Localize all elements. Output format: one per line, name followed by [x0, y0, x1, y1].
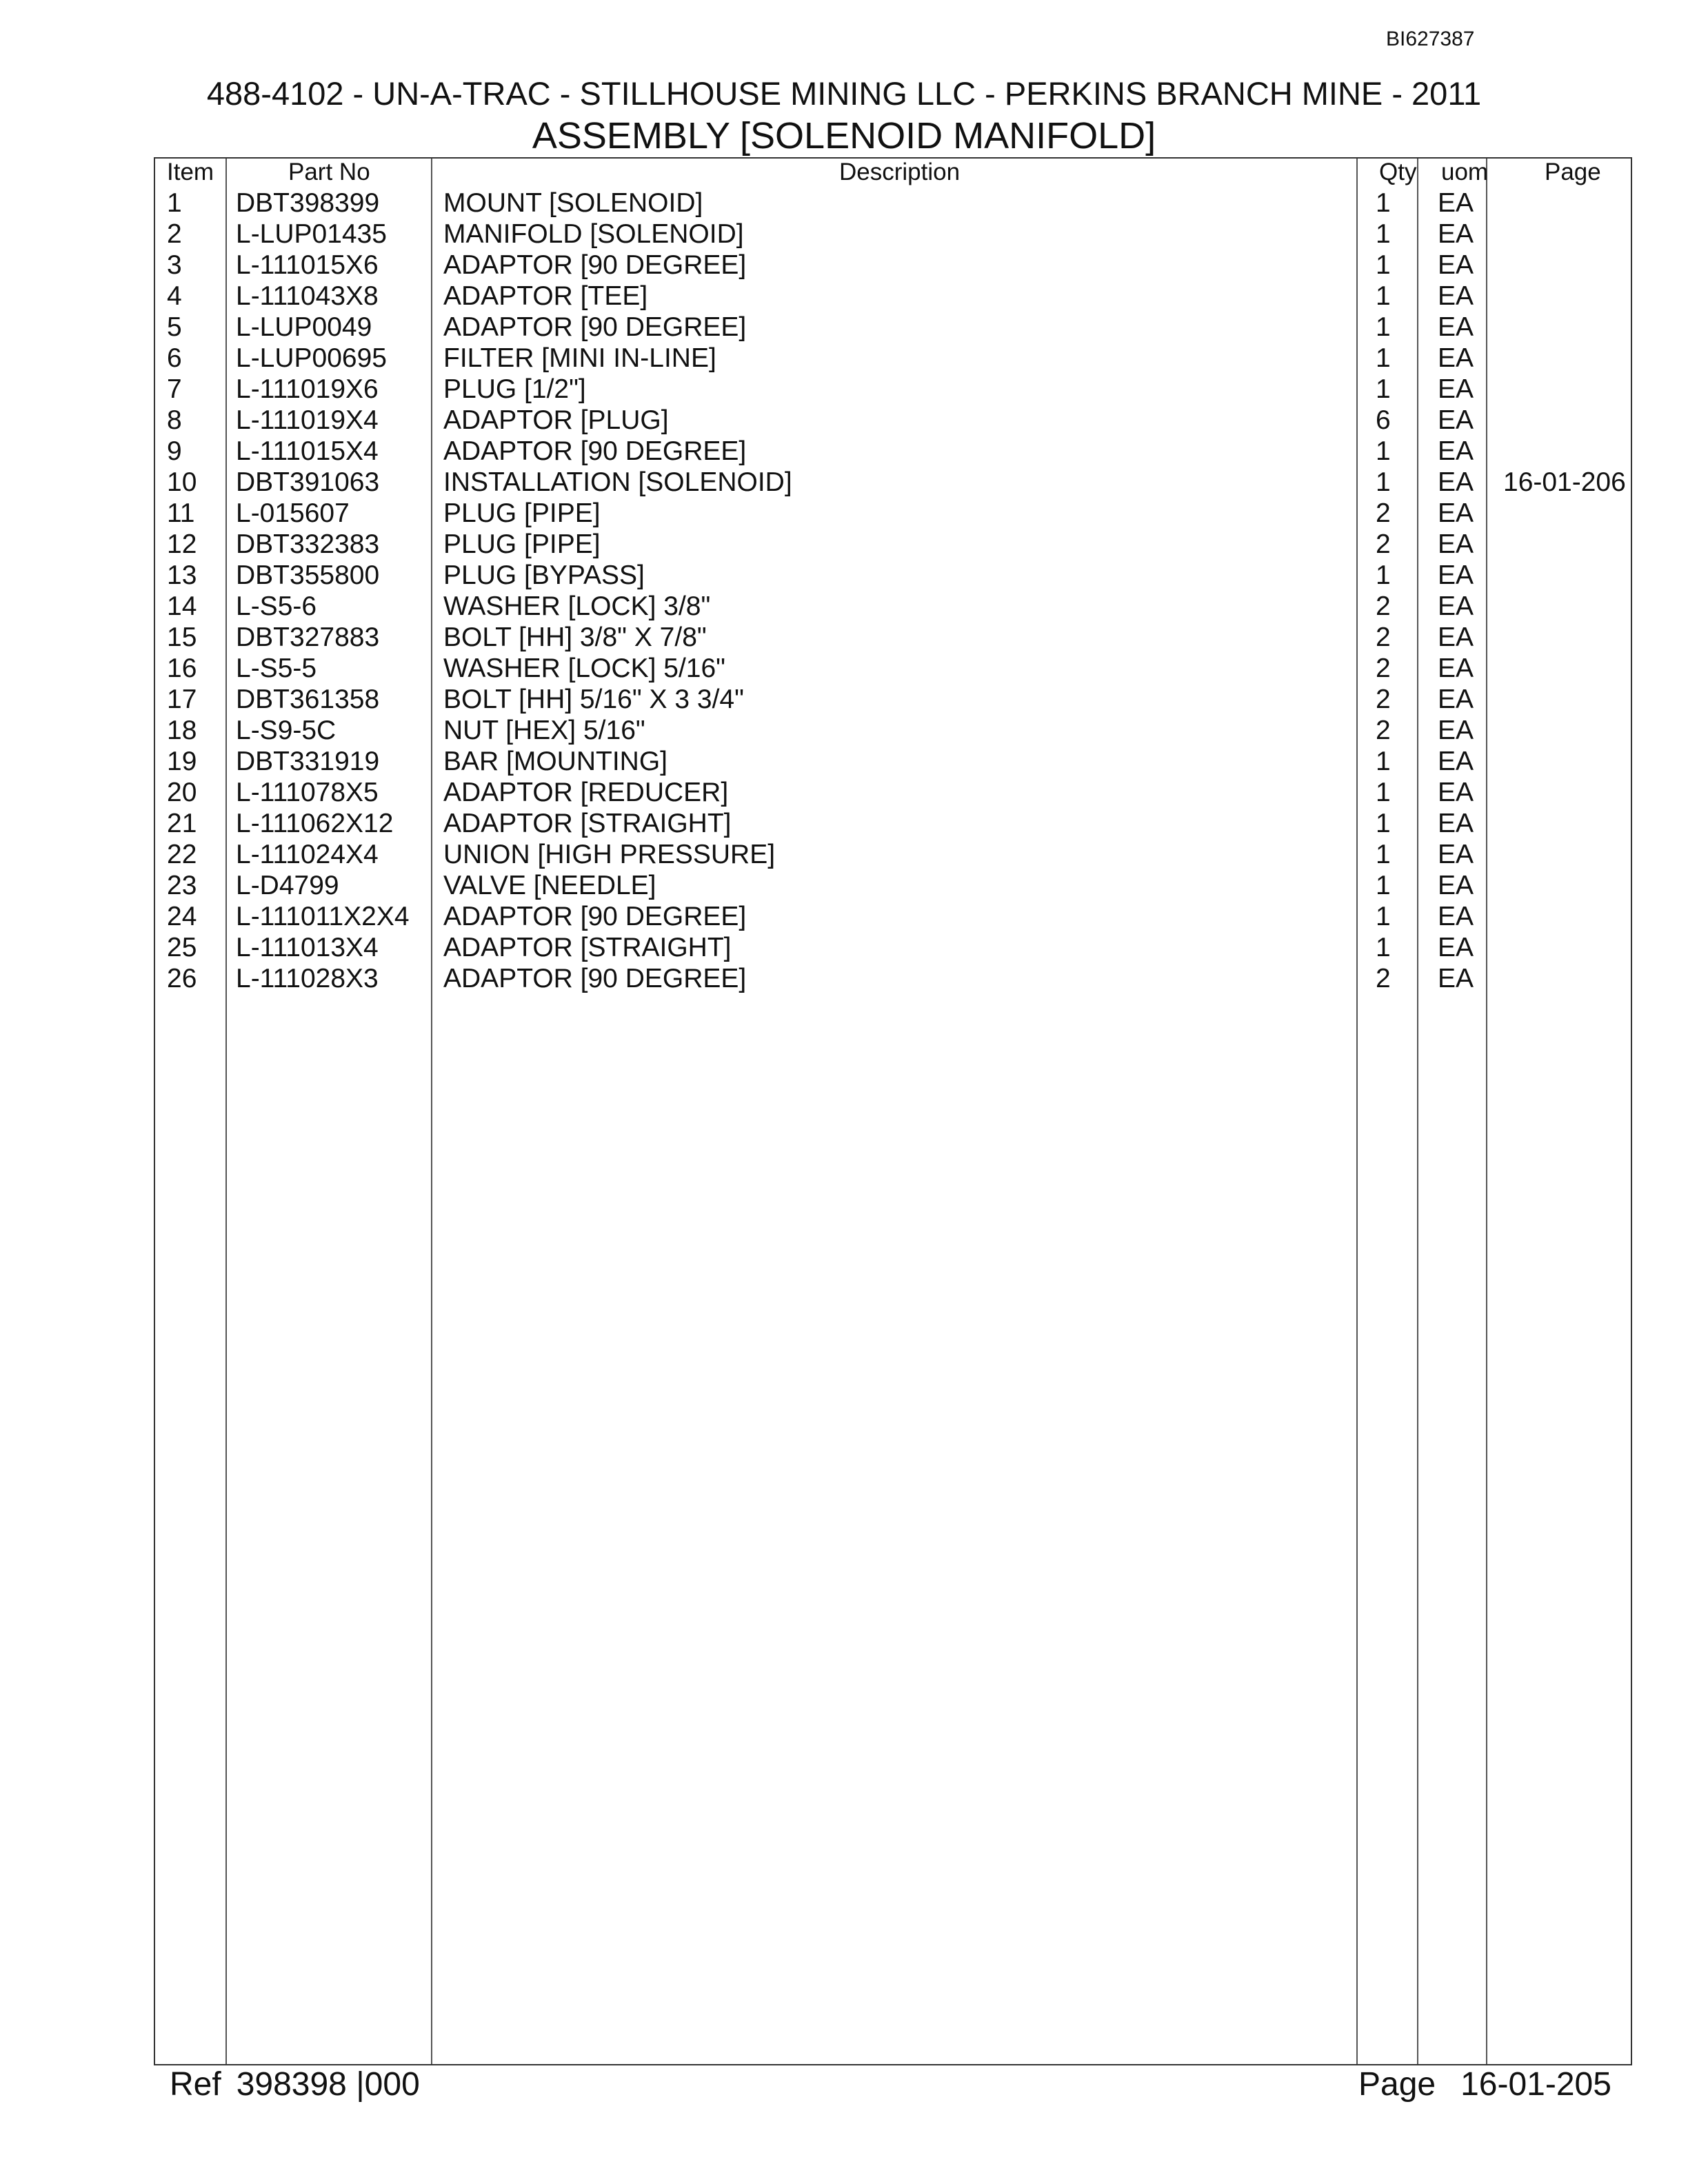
unit-of-measure: EA	[1438, 281, 1474, 311]
table-row	[0, 312, 1688, 343]
table-row	[0, 746, 1688, 777]
ref-label: Ref	[170, 2066, 221, 2103]
part-description: ADAPTOR [STRAIGHT]	[443, 809, 732, 838]
quantity: 1	[1376, 933, 1391, 962]
part-description: ADAPTOR [PLUG]	[443, 405, 669, 435]
part-number: L-111019X4	[236, 405, 379, 435]
table-row	[0, 591, 1688, 622]
quantity: 1	[1376, 778, 1391, 807]
unit-of-measure: EA	[1438, 374, 1474, 404]
part-description: MOUNT [SOLENOID]	[443, 188, 703, 218]
item-number: 12	[167, 529, 197, 559]
item-number: 3	[167, 250, 182, 280]
part-number: L-111062X12	[236, 809, 394, 838]
table-row	[0, 374, 1688, 405]
item-number: 25	[167, 933, 197, 962]
part-description: PLUG [1/2"]	[443, 374, 586, 404]
part-number: L-111011X2X4	[236, 902, 410, 931]
item-number: 9	[167, 436, 182, 466]
part-number: DBT398399	[236, 188, 380, 218]
quantity: 1	[1376, 902, 1391, 931]
header-uom: uom	[1441, 159, 1489, 185]
table-row	[0, 653, 1688, 684]
item-number: 22	[167, 840, 197, 869]
table-row	[0, 777, 1688, 808]
part-description: ADAPTOR [TEE]	[443, 281, 648, 311]
quantity: 1	[1376, 809, 1391, 838]
table-row	[0, 467, 1688, 498]
item-number: 23	[167, 871, 197, 900]
part-number: L-LUP01435	[236, 219, 387, 249]
table-row	[0, 839, 1688, 870]
item-number: 18	[167, 716, 197, 745]
quantity: 2	[1376, 716, 1391, 745]
quantity: 1	[1376, 467, 1391, 497]
table-row	[0, 188, 1688, 219]
part-description: ADAPTOR [90 DEGREE]	[443, 250, 747, 280]
part-description: BOLT [HH] 3/8" X 7/8"	[443, 623, 707, 652]
unit-of-measure: EA	[1438, 188, 1474, 218]
unit-of-measure: EA	[1438, 840, 1474, 869]
unit-of-measure: EA	[1438, 498, 1474, 528]
table-row	[0, 932, 1688, 963]
part-number: L-111043X8	[236, 281, 379, 311]
item-number: 10	[167, 467, 197, 497]
quantity: 1	[1376, 250, 1391, 280]
table-row	[0, 405, 1688, 436]
page-reference: 16-01-206	[1503, 467, 1626, 497]
part-number: L-111028X3	[236, 964, 379, 993]
document-title: 488-4102 - UN-A-TRAC - STILLHOUSE MINING LLC - PERKINS BRANCH MINE - 2011	[206, 75, 1482, 112]
part-description: ADAPTOR [STRAIGHT]	[443, 933, 732, 962]
quantity: 1	[1376, 281, 1391, 311]
item-number: 1	[167, 188, 182, 218]
table-row	[0, 250, 1688, 281]
quantity: 2	[1376, 685, 1391, 714]
table-row	[0, 808, 1688, 839]
table-row	[0, 870, 1688, 901]
table-row	[0, 343, 1688, 374]
unit-of-measure: EA	[1438, 685, 1474, 714]
part-description: PLUG [BYPASS]	[443, 560, 645, 590]
quantity: 2	[1376, 529, 1391, 559]
part-description: ADAPTOR [90 DEGREE]	[443, 964, 747, 993]
item-number: 24	[167, 902, 197, 931]
item-number: 8	[167, 405, 182, 435]
quantity: 1	[1376, 188, 1391, 218]
part-description: ADAPTOR [REDUCER]	[443, 778, 729, 807]
table-row	[0, 219, 1688, 250]
part-number: L-LUP00695	[236, 343, 387, 373]
part-number: L-LUP0049	[236, 312, 372, 342]
item-number: 19	[167, 747, 197, 776]
part-number: L-S9-5C	[236, 716, 336, 745]
unit-of-measure: EA	[1438, 436, 1474, 466]
unit-of-measure: EA	[1438, 529, 1474, 559]
unit-of-measure: EA	[1438, 592, 1474, 621]
part-number: DBT391063	[236, 467, 380, 497]
item-number: 2	[167, 219, 182, 249]
unit-of-measure: EA	[1438, 343, 1474, 373]
table-row	[0, 901, 1688, 932]
part-description: PLUG [PIPE]	[443, 498, 601, 528]
unit-of-measure: EA	[1438, 902, 1474, 931]
unit-of-measure: EA	[1438, 778, 1474, 807]
quantity: 1	[1376, 747, 1391, 776]
unit-of-measure: EA	[1438, 654, 1474, 683]
part-number: L-111024X4	[236, 840, 379, 869]
item-number: 5	[167, 312, 182, 342]
item-number: 21	[167, 809, 197, 838]
table-row	[0, 529, 1688, 560]
unit-of-measure: EA	[1438, 250, 1474, 280]
table-row	[0, 684, 1688, 715]
part-description: ADAPTOR [90 DEGREE]	[443, 436, 747, 466]
part-number: L-D4799	[236, 871, 339, 900]
part-number: L-111078X5	[236, 778, 379, 807]
unit-of-measure: EA	[1438, 933, 1474, 962]
part-description: NUT [HEX] 5/16"	[443, 716, 645, 745]
part-number: L-S5-6	[236, 592, 317, 621]
quantity: 1	[1376, 219, 1391, 249]
table-row	[0, 498, 1688, 529]
table-row	[0, 560, 1688, 591]
document-id: BI627387	[1386, 28, 1475, 50]
table-row	[0, 436, 1688, 467]
quantity: 1	[1376, 871, 1391, 900]
item-number: 14	[167, 592, 197, 621]
item-number: 11	[167, 498, 195, 528]
part-number: DBT327883	[236, 623, 380, 652]
unit-of-measure: EA	[1438, 964, 1474, 993]
footer-page	[1358, 2065, 1611, 2103]
quantity: 1	[1376, 840, 1391, 869]
part-description: WASHER [LOCK] 5/16"	[443, 654, 726, 683]
header-item: Item	[167, 159, 214, 185]
table-row	[0, 715, 1688, 746]
unit-of-measure: EA	[1438, 467, 1474, 497]
table-row	[0, 963, 1688, 994]
unit-of-measure: EA	[1438, 747, 1474, 776]
part-number: L-111015X6	[236, 250, 379, 280]
part-description: WASHER [LOCK] 3/8"	[443, 592, 711, 621]
part-description: UNION [HIGH PRESSURE]	[443, 840, 776, 869]
part-number: L-111019X6	[236, 374, 379, 404]
part-description: ADAPTOR [90 DEGREE]	[443, 902, 747, 931]
quantity: 2	[1376, 654, 1391, 683]
item-number: 17	[167, 685, 197, 714]
header-description: Description	[839, 159, 961, 185]
quantity: 1	[1376, 343, 1391, 373]
item-number: 16	[167, 654, 197, 683]
quantity: 1	[1376, 436, 1391, 466]
part-description: BAR [MOUNTING]	[443, 747, 668, 776]
unit-of-measure: EA	[1438, 405, 1474, 435]
part-number: L-111013X4	[236, 933, 379, 962]
part-number: DBT361358	[236, 685, 380, 714]
part-description: FILTER [MINI IN-LINE]	[443, 343, 716, 373]
quantity: 2	[1376, 964, 1391, 993]
part-description: VALVE [NEEDLE]	[443, 871, 656, 900]
part-description: MANIFOLD [SOLENOID]	[443, 219, 744, 249]
part-number: DBT355800	[236, 560, 380, 590]
part-number: DBT332383	[236, 529, 380, 559]
part-number: L-111015X4	[236, 436, 379, 466]
header-page: Page	[1545, 159, 1601, 185]
quantity: 1	[1376, 312, 1391, 342]
part-number: DBT331919	[236, 747, 380, 776]
part-number: L-015607	[236, 498, 350, 528]
quantity: 1	[1376, 374, 1391, 404]
header-part-no: Part No	[288, 159, 370, 185]
quantity: 2	[1376, 498, 1391, 528]
unit-of-measure: EA	[1438, 716, 1474, 745]
unit-of-measure: EA	[1438, 871, 1474, 900]
unit-of-measure: EA	[1438, 560, 1474, 590]
page-label: Page	[1358, 2066, 1436, 2103]
item-number: 13	[167, 560, 197, 590]
quantity: 1	[1376, 560, 1391, 590]
unit-of-measure: EA	[1438, 312, 1474, 342]
ref-value: 398398 |000	[236, 2066, 420, 2103]
item-number: 20	[167, 778, 197, 807]
header-qty: Qty	[1379, 159, 1417, 185]
part-number: L-S5-5	[236, 654, 317, 683]
page-value: 16-01-205	[1460, 2066, 1611, 2103]
table-row	[0, 622, 1688, 653]
item-number: 6	[167, 343, 182, 373]
part-description: ADAPTOR [90 DEGREE]	[443, 312, 747, 342]
assembly-title: ASSEMBLY [SOLENOID MANIFOLD]	[532, 115, 1156, 156]
item-number: 26	[167, 964, 197, 993]
item-number: 15	[167, 623, 197, 652]
quantity: 6	[1376, 405, 1391, 435]
item-number: 7	[167, 374, 182, 404]
part-description: BOLT [HH] 5/16" X 3 3/4"	[443, 685, 744, 714]
footer-reference	[170, 2065, 420, 2103]
item-number: 4	[167, 281, 182, 311]
unit-of-measure: EA	[1438, 219, 1474, 249]
part-description: PLUG [PIPE]	[443, 529, 601, 559]
table-row	[0, 281, 1688, 312]
unit-of-measure: EA	[1438, 623, 1474, 652]
unit-of-measure: EA	[1438, 809, 1474, 838]
part-description: INSTALLATION [SOLENOID]	[443, 467, 792, 497]
quantity: 2	[1376, 623, 1391, 652]
quantity: 2	[1376, 592, 1391, 621]
